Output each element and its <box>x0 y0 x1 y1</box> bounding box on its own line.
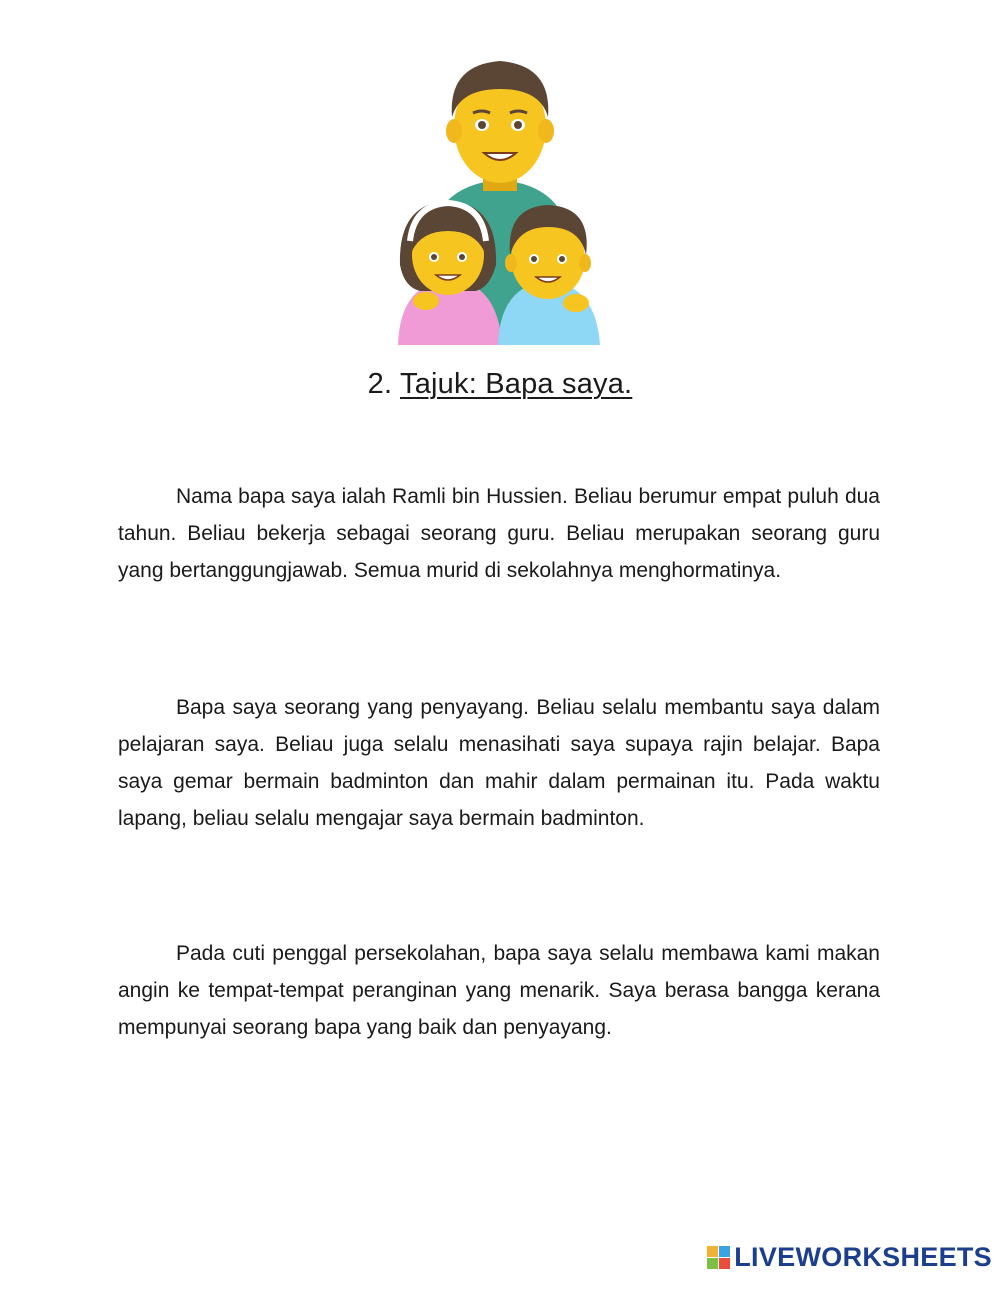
paragraph-1: Nama bapa saya ialah Ramli bin Hussien. Beliau berumur empat puluh dua tahun. Beliau bekerja sebagai seorang guru. Beliau merupakan seorang guru yang bertanggungjawab. Semua murid di sekolahnya menghormatinya. <box>118 485 880 582</box>
family-man-girl-boy-icon <box>390 55 610 345</box>
heading-label: Tajuk: Bapa saya. <box>400 368 633 400</box>
page-title <box>0 368 1000 401</box>
liveworksheets-logo <box>707 1242 992 1273</box>
heading-number: 2. <box>367 368 393 400</box>
logo-text: LIVEWORKSHEETS <box>734 1242 992 1272</box>
logo-blocks-icon <box>707 1246 730 1269</box>
paragraph-3: Pada cuti penggal persekolahan, bapa saya selalu membawa kami makan angin ke tempat-tempat peranginan yang menarik. Saya berasa bangga kerana mempunyai seorang bapa yang baik dan penyayang. <box>118 942 880 1039</box>
paragraph-2: Bapa saya seorang yang penyayang. Beliau selalu membantu saya dalam pelajaran saya. Beliau juga selalu menasihati saya supaya rajin belajar. Bapa saya gemar bermain badminton dan mahir dalam permainan itu. Pada waktu lapang, beliau selalu mengajar saya bermain badminton. <box>118 696 880 830</box>
